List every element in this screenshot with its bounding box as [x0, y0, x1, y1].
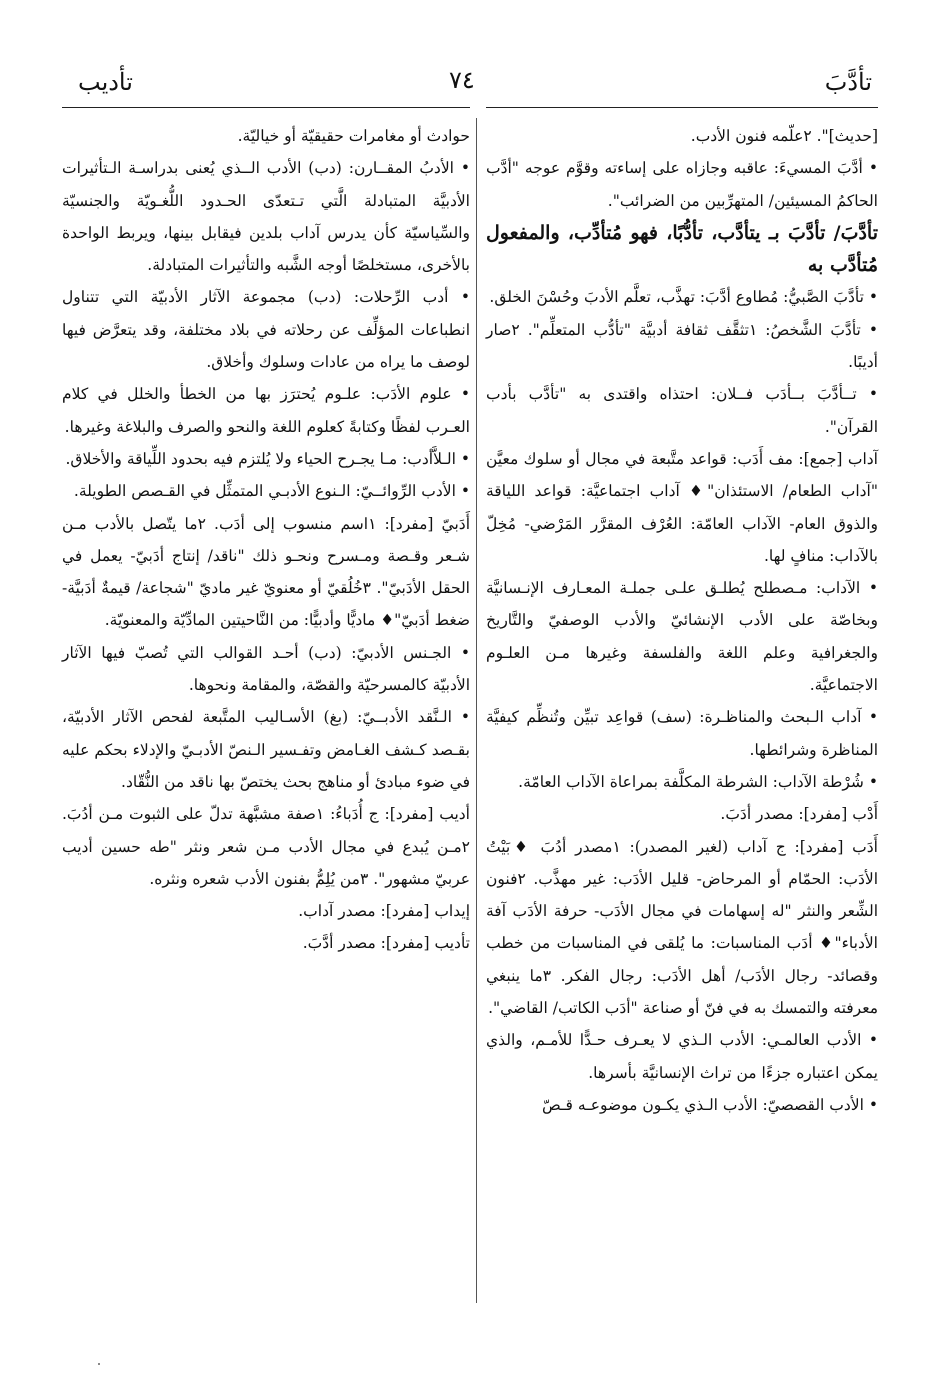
entry: تأديب [مفرد]: مصدر أدَّبَ. — [302, 934, 470, 953]
entry: إيداب [مفرد]: مصدر آداب. — [298, 902, 470, 921]
right-column — [486, 120, 878, 1121]
sub-entry: • الـلاَّأدب: مـا يجـرح الحياء ولا يُلتزم فيه بحدود اللِّياقة والأخلاق. — [65, 449, 470, 468]
sub-entry: • أدَّبَ المسيءَ: عاقبه وجازاه على إساءته وقوَّم عوجه "أدَّب الحاكمُ المسيئين/ المتهرِّبين من الضرائب". — [486, 159, 878, 210]
sub-entry: • آداب الـبحث والمناظـرة: (سف) قواعِد تبيِّن وتُنظِّم كيفيَّة المناظرة وشرائطها. — [486, 708, 878, 759]
scan-mark — [98, 1363, 100, 1365]
entry: أَدْب [مفرد]: مصدر أدَبَ. — [720, 805, 878, 824]
entry: أَدَب [مفرد]: ج آداب (لغير المصدر): ١مصدر أدُبَ ♦بَيْتُ الأدَب: الحمّام أو المرحاض- قليل الأدَب: غير مهذَّب. ٢فنون الشِّعر والنثر "له إسهامات في مجال الأدَب- حرفة الأدَب آفة الأدباء"♦ أدَب المناسبات: ما يُلقى في المناسبات من خطب وقصائد- رجال الأدَب/ أهل الأدَب: رجال الفكر. ٣ما ينبغي معرفته والتمسك به في فنّ أو صناعة "أدَب الكاتب/ القاضي". — [486, 837, 878, 1018]
sub-entry: • الأدب القصصيّ: الأدب الـذي يكـون موضوعـه قـصّ — [542, 1095, 878, 1114]
sub-entry: • تأدَّبَ الشَّخصُ: ١تثقَّف ثقافة أدبيَّة "تأدُّب المتعلِّم". ٢صار أديبًا. — [486, 320, 878, 372]
page-number: ٧٤ — [449, 66, 475, 94]
sub-entry: • علوم الأدَب: علـوم يُحترَز بها من الخطأ والخلل في كلام العـرب لفظًا وكتابةً كعلوم اللغة والنحو والصرف والبلاغة وغيرها. — [62, 385, 470, 436]
entry: آداب [جمع]: مف أَدَب: قواعد متَّبعة في مجال أو سلوك معيَّن "آداب الطعام/ الاستئذان"♦ آداب اجتماعيَّة: قواعد اللياقة والذوق العام- الآداب العامّة: العُرْف المقرَّر المَرْضي- مُخِلّ بالآداب: منافٍ لها. — [486, 449, 878, 565]
entry: أَدَبيّ [مفرد]: ١اسم منسوب إلى أدَب. ٢ما يتّصل بالأدب مـن شـعر وقـصة ومـسرح ونحـو ذلك "ناقد/ إنتاج أدَبيّ- يعمل في الحقل الأدَبيّ". ٣خُلُقيّ أو معنويّ غير ماديّ "شجاعة/ قيمةٌ أدَبيَّة- ضغط أدَبيّ"♦ ماديًّا وأدبيًّا: من النَّاحيتين المادِّيّة والمعنويّة. — [62, 514, 470, 630]
sub-entry: • الأدب الرِّوائــيّ: الـنوع الأدبـي المتمثِّل في القـصص الطويلة. — [73, 482, 470, 501]
sub-entry: • تــأدَّبَ بــأدَب فــلان: احتذاه واقتدى به "تأدَّب بأدب القرآن". — [486, 385, 878, 436]
sub-entry: • شُرْطة الآداب: الشرطة المكلَّفة بمراعاة الآداب العامّة. — [518, 772, 878, 791]
sub-entry: • الأدبُ المقــارن: (دب) الأدب الــذي يُعنى بدراسـة الـتأثيرات الأدبيَّة المتبادلة الَّتي تـتعدّى الحـدود اللُّغـويّة والجنسيّة والسِّياسيّة كأن يدرس آداب بلدين فيقابل بينها، ويربط الواحدة بالأخرى، مستخلصًا أوجه الشَّبه والتأثيرات المتبادلة. — [62, 159, 470, 275]
column-divider — [476, 118, 477, 1303]
sub-entry: • الـنَّقد الأدبــيّ: (بغ) الأسـاليب المتَّبعة لفحص الآثار الأدبيّة، بقـصد كـشف الغـامض وتفـسير الـنصّ الأدبـيّ والإدلاء بحكم عليه في ضوء مبادئ أو مناهج بحث يختصّ بها ناقد من النُّقّاد. — [62, 708, 470, 791]
entry-continuation: حوادث أو مغامرات حقيقيّة أو خياليّة. — [237, 127, 470, 145]
sub-entry: • الآداب: مـصطلح يُطلـق علـى جملـة المعـارف الإنـسانيَّة وبخاصّة على الأدب الإنشائيّ والأدب الوصفيّ والتَّاريخ والجغرافية وعلم اللغة والفلسفة وغيرها مـن العلـوم الاجتماعيَّة. — [486, 579, 878, 695]
running-headword-right: تأدَّبَ — [824, 68, 872, 96]
header-rule-left — [62, 107, 470, 108]
sub-entry: • الجـنس الأدبيّ: (دب) أحـد القوالب التي تُصبّ فيها الآثار الأدبيّة كالمسرحيّة والقصّة، والمقامة ونحوها. — [62, 643, 470, 695]
header-rule-right — [486, 107, 878, 108]
running-headword-left: تأديب — [78, 68, 133, 96]
page-header — [0, 60, 938, 100]
entry-continuation: [حديث]". ٢علّمه فنون الأدب. — [690, 127, 878, 145]
sub-entry: • تأدَّبَ الصَّبيُّ: مُطاوع أدَّبَ: تهذَّب، تعلَّم الأدبَ وحُسْنَ الخلق. — [489, 288, 878, 307]
sub-entry: • الأدب العالمـي: الأدب الـذي لا يعـرف حـدًّا للأمـم، والذي يمكن اعتباره جزءًا من تراث الإنسانيَّة بأسرها. — [486, 1031, 878, 1082]
left-column — [62, 120, 470, 960]
entry: أديب [مفرد]: ج أُدَباءُ: ١صفة مشبَّهة تدلّ على الثبوت مـن أدُبَ. ٢مـن يُبدع في مجال الأدب مـن شعر ونثر "طه حسين أديب عربيّ مشهور". ٣من يُلِمُّ بفنون الأدب شعره ونثره. — [62, 805, 470, 888]
entry-headword: تأدَّبَ/ تأدَّبَ بـ يتأدَّب، تأدُّبًا، فهو مُتأدِّب، والمفعول مُتأدَّب به — [486, 221, 878, 277]
sub-entry: • أدب الرِّحلات: (دب) مجموعة الآثار الأدبيّة التي تتناول انطباعات المؤلِّف عن رحلاته في بلاد مختلفة، وقد يتعرَّض فيها لوصف ما يراه من عادات وسلوك وأخلاق. — [62, 288, 470, 372]
